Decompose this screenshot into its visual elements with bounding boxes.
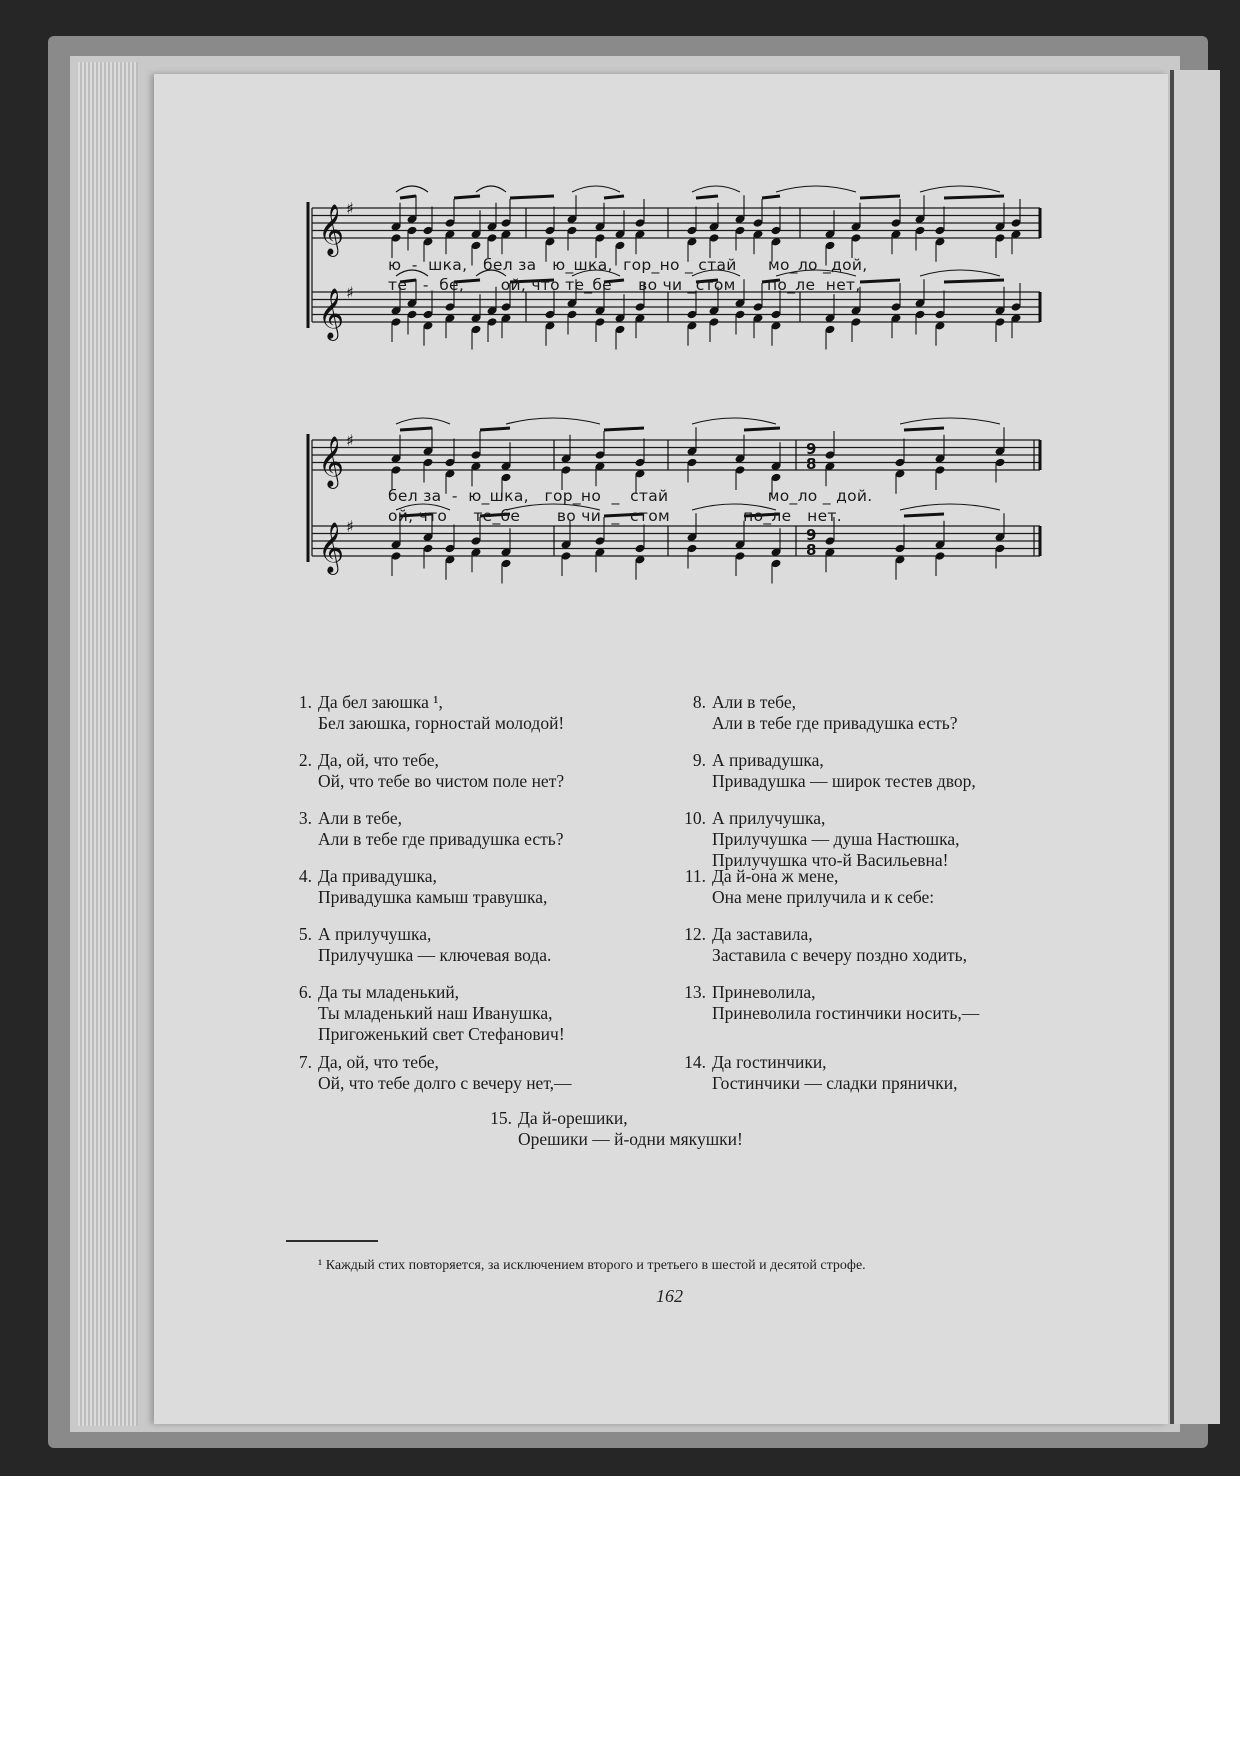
note-beam xyxy=(904,428,944,430)
lyrics-system2-line2: ой, что те_бе во чи _ стом по_ле нет. xyxy=(388,507,842,525)
sharp-icon: ♯ xyxy=(346,517,354,536)
verse-number: 7. xyxy=(298,1052,312,1072)
verse-line: Да, ой, что тебе, xyxy=(318,750,439,770)
note-beam xyxy=(400,196,416,198)
note-beam xyxy=(944,196,1004,198)
slur xyxy=(572,186,620,192)
verse-line: А прилучушка, xyxy=(318,924,432,944)
note-beam xyxy=(860,196,900,198)
slur xyxy=(396,418,450,424)
lyrics-system1-line1: ю - шка, бел за ю_шка, гор_но _ стай мо_ло _дой, xyxy=(388,256,868,274)
footnote: ¹ Каждый стих повторяется, за исключением второго и третьего в шестой и десятой строфе. xyxy=(318,1258,866,1273)
verse-line: Али в тебе, xyxy=(712,692,796,712)
verse-number: 11. xyxy=(684,866,706,886)
note-beam xyxy=(454,196,480,198)
verse-number: 10. xyxy=(684,808,706,828)
verse-line: Али в тебе где привадушка есть? xyxy=(712,713,958,733)
slur xyxy=(900,504,1000,510)
verse-9 xyxy=(680,750,1060,792)
verse-number: 2. xyxy=(298,750,312,770)
verse-number: 13. xyxy=(684,982,706,1002)
verse-number: 9. xyxy=(692,750,706,770)
verse-15 xyxy=(486,1108,866,1150)
verse-line: Да, ой, что тебе, xyxy=(318,1052,439,1072)
slur xyxy=(900,418,1000,424)
verse-line: Али в тебе, xyxy=(318,808,402,828)
verse-line: Да гостинчики, xyxy=(712,1052,827,1072)
verse-line: Да привадушка, xyxy=(318,866,437,886)
verse-10 xyxy=(680,808,1060,871)
verse-line: Ой, что тебе во чистом поле нет? xyxy=(318,771,565,791)
verse-number: 15. xyxy=(490,1108,512,1128)
treble-clef-icon: 𝄞 xyxy=(318,436,345,487)
note-beam xyxy=(480,428,510,430)
verse-number: 4. xyxy=(298,866,312,886)
lyrics-system1-line2: те - бе, ой, что те_бе во чи _стом по_ле нет, xyxy=(388,276,861,294)
treble-clef-icon: 𝄞 xyxy=(318,288,345,339)
note-beam xyxy=(904,514,944,516)
note-beam xyxy=(604,428,644,430)
verse-line: Орешики — й-одни мякушки! xyxy=(518,1129,743,1149)
verse-line: Ой, что тебе долго с вечеру нет,— xyxy=(318,1073,572,1093)
verse-line: Приневолила гостинчики носить,— xyxy=(712,1003,980,1023)
note-beam xyxy=(944,280,1004,282)
verse-5 xyxy=(286,924,666,966)
verse-line: А прилучушка, xyxy=(712,808,826,828)
verse-7 xyxy=(286,1052,666,1094)
verse-number: 5. xyxy=(298,924,312,944)
time-signature-bottom: 8 xyxy=(806,455,817,473)
sharp-icon: ♯ xyxy=(346,431,354,450)
time-signature-top: 9 xyxy=(806,440,817,458)
verse-line: Она мене прилучила и к себе: xyxy=(712,887,935,907)
note-beam xyxy=(744,428,780,430)
slur xyxy=(776,186,856,192)
verse-4 xyxy=(286,866,666,908)
slur xyxy=(692,418,776,424)
treble-clef-icon: 𝄞 xyxy=(318,522,345,573)
sharp-icon: ♯ xyxy=(346,283,354,302)
verse-number: 6. xyxy=(298,982,312,1002)
slur xyxy=(692,186,740,192)
note-beam xyxy=(696,196,718,198)
lyrics-system2-line1: бел за - ю_шка, гор_но _ стай мо_ло _ дой. xyxy=(388,487,873,505)
verse-line: Привадушка — широк тестев двор, xyxy=(712,771,976,791)
note-beam xyxy=(762,196,780,198)
verse-number: 1. xyxy=(298,692,312,712)
verse-line: Да заставила, xyxy=(712,924,813,944)
treble-clef-icon: 𝄞 xyxy=(318,204,345,255)
verse-number: 8. xyxy=(692,692,706,712)
verse-line: Да ты младенький, xyxy=(318,982,460,1002)
verse-line: Приневолила, xyxy=(712,982,816,1002)
verse-line: Прилучушка что-й Васильевна! xyxy=(712,850,949,870)
verse-1 xyxy=(286,692,666,734)
score-notation xyxy=(300,180,1045,600)
next-page-edge xyxy=(1170,70,1220,1424)
verse-line: Бел заюшка, горностай молодой! xyxy=(318,713,565,733)
note-beam xyxy=(860,280,900,282)
verse-line: Али в тебе где привадушка есть? xyxy=(318,829,564,849)
page-number: 162 xyxy=(656,1286,683,1306)
verse-number: 12. xyxy=(684,924,706,944)
verse-line: А привадушка, xyxy=(712,750,824,770)
time-signature-top: 9 xyxy=(806,526,817,544)
verse-3 xyxy=(286,808,666,850)
slur xyxy=(920,270,1000,276)
verse-13 xyxy=(680,982,1060,1024)
footnote-rule xyxy=(286,1240,378,1242)
verse-6 xyxy=(286,982,666,1045)
verse-line: Гостинчики — сладки прянички, xyxy=(712,1073,958,1093)
verse-8 xyxy=(680,692,1060,734)
slur xyxy=(920,186,1000,192)
verse-2 xyxy=(286,750,666,792)
note-beam xyxy=(400,428,432,430)
verse-line: Да й-орешики, xyxy=(518,1108,628,1128)
slur xyxy=(396,186,428,192)
slur xyxy=(476,186,506,192)
verse-number: 3. xyxy=(298,808,312,828)
verse-11 xyxy=(680,866,1060,908)
verse-line: Да й-она ж мене, xyxy=(712,866,839,886)
music-score xyxy=(300,180,1045,600)
verse-14 xyxy=(680,1052,1060,1094)
verse-line: Прилучушка — душа Настюшка, xyxy=(712,829,960,849)
verse-line: Ты младенький наш Иванушка, xyxy=(318,1003,553,1023)
time-signature-bottom: 8 xyxy=(806,541,817,559)
verse-line: Да бел заюшка ¹, xyxy=(318,692,443,712)
verse-number: 14. xyxy=(684,1052,706,1072)
sharp-icon: ♯ xyxy=(346,199,354,218)
note-beam xyxy=(510,196,554,198)
verse-line: Прилучушка — ключевая вода. xyxy=(318,945,552,965)
slur xyxy=(506,418,600,424)
verse-line: Пригоженький свет Стефанович! xyxy=(318,1024,565,1044)
verse-line: Привадушка камыш травушка, xyxy=(318,887,548,907)
note-beam xyxy=(604,196,624,198)
verse-12 xyxy=(680,924,1060,966)
verse-line: Заставила с вечеру поздно ходить, xyxy=(712,945,967,965)
